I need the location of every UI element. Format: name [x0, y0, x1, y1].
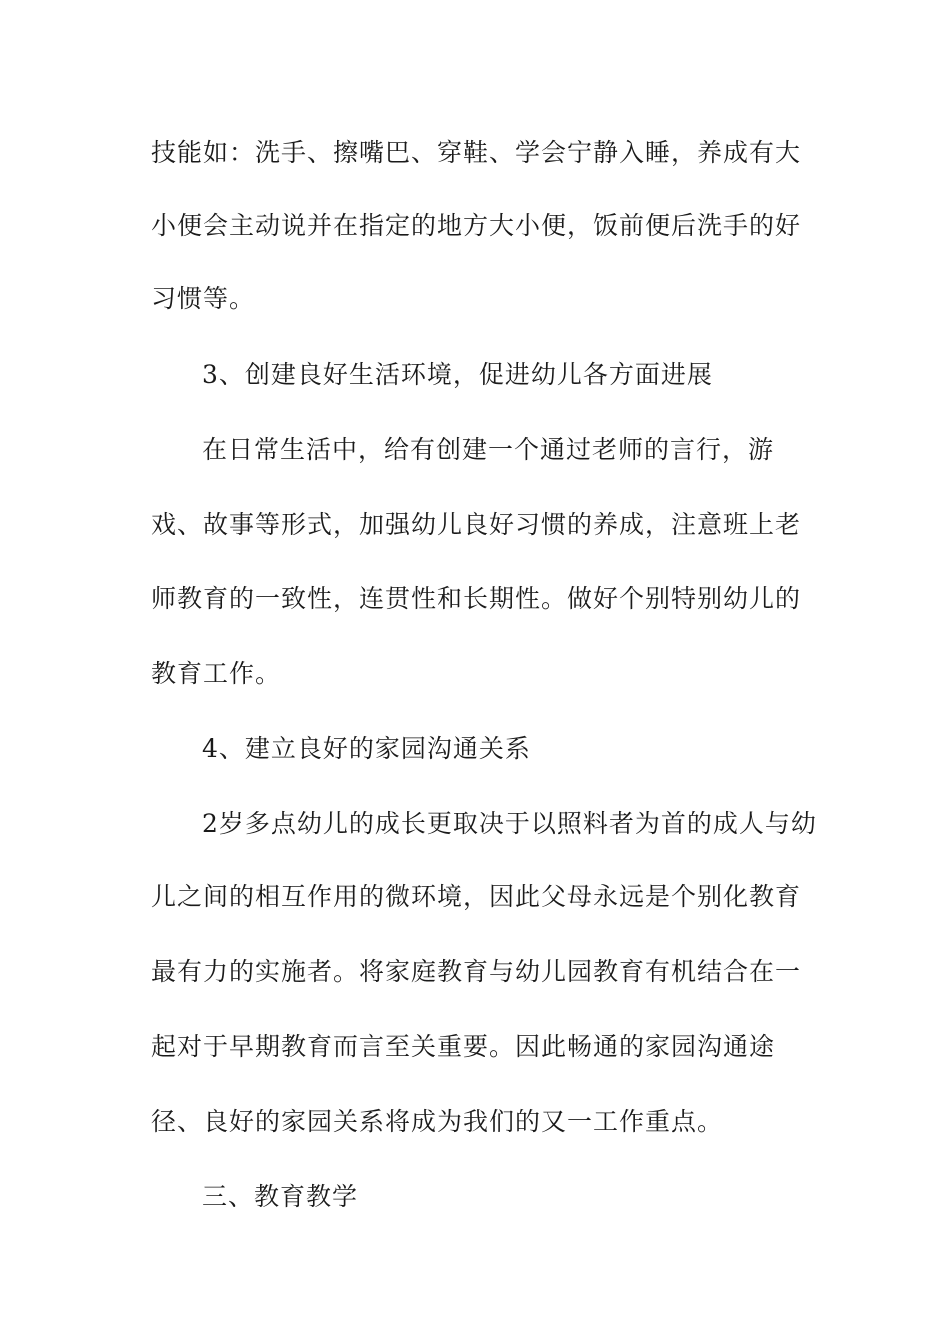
paragraph-line: 儿之间的相互作用的微环境，因此父母永远是个别化教育 — [151, 882, 802, 911]
paragraph-line: 最有力的实施者。将家庭教育与幼儿园教育有机结合在一 — [151, 957, 802, 986]
section-heading: 三、教育教学 — [202, 1182, 359, 1211]
paragraph-line: 师教育的一致性，连贯性和长期性。做好个别特别幼儿的 — [151, 584, 802, 613]
section-heading: 4、建立良好的家园沟通关系 — [202, 734, 531, 763]
paragraph-line: 教育工作。 — [151, 659, 282, 688]
paragraph-line: 小便会主动说并在指定的地方大小便，饭前便后洗手的好 — [151, 211, 802, 240]
paragraph-line: 技能如：洗手、擦嘴巴、穿鞋、学会宁静入睡，养成有大 — [151, 138, 802, 167]
paragraph-line: 习惯等。 — [151, 284, 256, 313]
paragraph-line: 在日常生活中，给有创建一个通过老师的言行，游 — [202, 435, 775, 464]
paragraph-line: 径、良好的家园关系将成为我们的又一工作重点。 — [151, 1107, 724, 1136]
section-heading: 3、创建良好生活环境，促进幼儿各方面进展 — [202, 360, 713, 389]
paragraph-line: 戏、故事等形式，加强幼儿良好习惯的养成，注意班上老 — [151, 510, 802, 539]
paragraph-line: 起对于早期教育而言至关重要。因此畅通的家园沟通途 — [151, 1032, 776, 1061]
paragraph-line: 2岁多点幼儿的成长更取决于以照料者为首的成人与幼 — [202, 809, 817, 838]
